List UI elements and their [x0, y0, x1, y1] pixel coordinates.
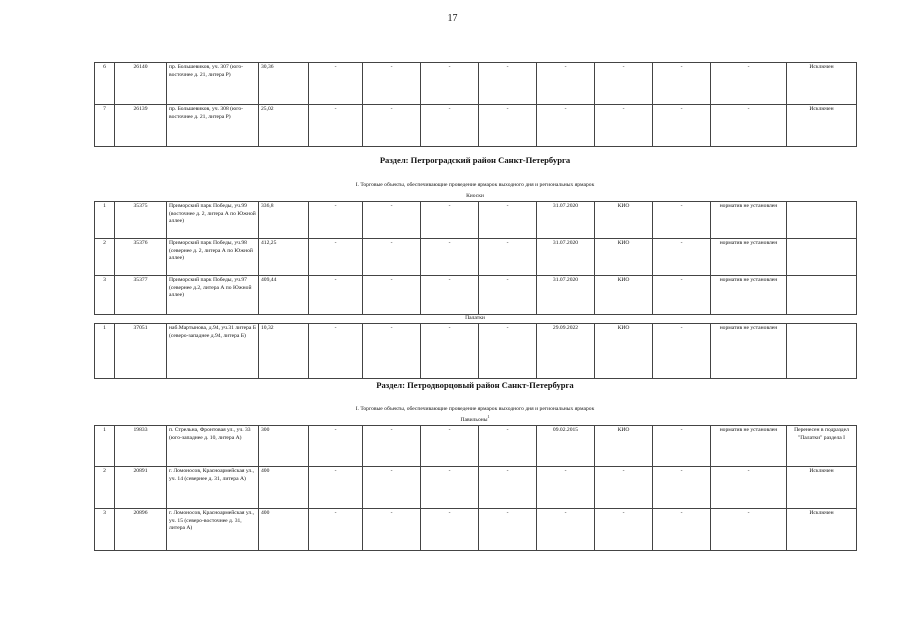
cell-col11: - [653, 105, 711, 147]
cell-note [787, 324, 857, 379]
cell-col11: - [653, 509, 711, 551]
cell-col6: - [363, 63, 421, 105]
category-kiosks: Киоски [466, 193, 484, 199]
cell-col8: - [479, 63, 537, 105]
cell-address: Приморский парк Победы, уч.98 (севернее д. 2, литера А по Южной аллее) [167, 239, 259, 276]
section-title-petrogradsky: Раздел: Петроградский район Санкт-Петербурга [379, 155, 571, 165]
table-row [95, 105, 857, 147]
cell-id: 20891 [115, 467, 167, 509]
cell-note [787, 239, 857, 276]
category-pavilions-label: Павильоны [460, 417, 488, 423]
cell-col6: - [363, 467, 421, 509]
cell-col11: - [653, 276, 711, 315]
cell-col11: - [653, 239, 711, 276]
cell-norm: норматив не установлен [711, 276, 787, 315]
cell-id: 35375 [115, 202, 167, 239]
table-row [95, 239, 857, 276]
cell-col6: - [363, 324, 421, 379]
cell-col6: - [363, 202, 421, 239]
cell-number: 7 [95, 105, 115, 147]
cell-number: 2 [95, 467, 115, 509]
cell-norm: норматив не установлен [711, 239, 787, 276]
cell-col5: - [309, 105, 363, 147]
cell-type: КИО [595, 426, 653, 467]
cell-note: Исключен [787, 509, 857, 551]
cell-date: 09.02.2015 [537, 426, 595, 467]
cell-date: 29.09.2022 [537, 324, 595, 379]
cell-col11: - [653, 324, 711, 379]
cell-number: 1 [95, 202, 115, 239]
cell-type: КИО [595, 239, 653, 276]
table-tents [94, 323, 857, 379]
table-row [95, 324, 857, 379]
cell-note: Исключен [787, 105, 857, 147]
cell-norm: - [711, 509, 787, 551]
cell-col5: - [309, 202, 363, 239]
cell-col7: - [421, 324, 479, 379]
cell-area: 409,44 [259, 276, 309, 315]
cell-col8: - [479, 324, 537, 379]
cell-col6: - [363, 105, 421, 147]
cell-type: - [595, 467, 653, 509]
cell-note: Перенесен в подраздел "Палатки" раздела I [787, 426, 857, 467]
cell-type: - [595, 63, 653, 105]
cell-col8: - [479, 467, 537, 509]
cell-col11: - [653, 202, 711, 239]
cell-area: 300 [259, 426, 309, 467]
cell-number: 3 [95, 509, 115, 551]
cell-col6: - [363, 276, 421, 315]
cell-date: 31.07.2020 [537, 202, 595, 239]
table-row [95, 63, 857, 105]
cell-id: 26139 [115, 105, 167, 147]
cell-address: г. Ломоносов, Красноармейская ул., уч. 15 (северо-восточнее д. 31, литера А) [167, 509, 259, 551]
footnote-marker: 1 [487, 414, 490, 420]
cell-id: 20896 [115, 509, 167, 551]
cell-col5: - [309, 467, 363, 509]
table-row [95, 426, 857, 467]
cell-note: Исключен [787, 467, 857, 509]
cell-norm: норматив не установлен [711, 324, 787, 379]
section-subtitle-petrogradsky: I. Торговые объекты, обеспечивающие проведение ярмарок выходного дня и региональных ярмарок [355, 182, 595, 188]
cell-number: 2 [95, 239, 115, 276]
cell-col7: - [421, 509, 479, 551]
cell-note: Исключен [787, 63, 857, 105]
cell-number: 6 [95, 63, 115, 105]
cell-col11: - [653, 467, 711, 509]
cell-id: 37051 [115, 324, 167, 379]
cell-address: пр. Большевиков, уч. 308 (юго-восточнее д. 21, литера Р) [167, 105, 259, 147]
cell-area: 400 [259, 467, 309, 509]
cell-area: 412,25 [259, 239, 309, 276]
cell-col8: - [479, 426, 537, 467]
cell-col8: - [479, 509, 537, 551]
cell-norm: - [711, 467, 787, 509]
cell-col6: - [363, 239, 421, 276]
cell-note [787, 202, 857, 239]
cell-col8: - [479, 276, 537, 315]
cell-date: - [537, 509, 595, 551]
cell-col7: - [421, 105, 479, 147]
cell-norm: норматив не установлен [711, 202, 787, 239]
cell-col7: - [421, 426, 479, 467]
section-subtitle-petrodvortsovy: I. Торговые объекты, обеспечивающие проведение ярмарок выходного дня и региональных ярмарок [355, 406, 595, 412]
cell-type: КИО [595, 202, 653, 239]
cell-col5: - [309, 63, 363, 105]
table-continuation [94, 62, 857, 147]
cell-type: КИО [595, 276, 653, 315]
section-title-petrodvortsovy: Раздел: Петродворцовый район Санкт-Петербурга [376, 380, 574, 390]
cell-date: 31.07.2020 [537, 239, 595, 276]
table-pavilions [94, 425, 857, 551]
table-row [95, 467, 857, 509]
cell-area: 336,8 [259, 202, 309, 239]
cell-date: - [537, 105, 595, 147]
cell-number: 1 [95, 324, 115, 379]
category-pavilions [94, 414, 856, 423]
cell-address: п. Стрельна, Фронтовая ул., уч. 33 (юго-западнее д. 10, литера А) [167, 426, 259, 467]
cell-col7: - [421, 239, 479, 276]
cell-date: 31.07.2020 [537, 276, 595, 315]
cell-number: 3 [95, 276, 115, 315]
cell-id: 19833 [115, 426, 167, 467]
cell-col11: - [653, 63, 711, 105]
cell-col7: - [421, 276, 479, 315]
cell-number: 1 [95, 426, 115, 467]
cell-col8: - [479, 105, 537, 147]
table-kiosks [94, 201, 857, 315]
cell-norm: - [711, 63, 787, 105]
cell-address: Приморский парк Победы, уч.99 (восточнее д. 2, литера А по Южной аллее) [167, 202, 259, 239]
cell-col6: - [363, 509, 421, 551]
cell-col7: - [421, 63, 479, 105]
table-row [95, 509, 857, 551]
cell-col5: - [309, 239, 363, 276]
cell-address: наб.Мартынова, д.94, уч.31 литера Б (северо-западнее д.94, литера Б) [167, 324, 259, 379]
cell-col5: - [309, 426, 363, 467]
cell-address: г. Ломоносов, Красноармейская ул., уч. 14 (севернее д. 31, литера А) [167, 467, 259, 509]
cell-area: 400 [259, 509, 309, 551]
cell-id: 26140 [115, 63, 167, 105]
cell-col8: - [479, 202, 537, 239]
cell-note [787, 276, 857, 315]
cell-col7: - [421, 467, 479, 509]
table-row [95, 276, 857, 315]
cell-area: 25,02 [259, 105, 309, 147]
cell-col6: - [363, 426, 421, 467]
cell-address: пр. Большевиков, уч. 307 (юго-восточнее д. 21, литера Р) [167, 63, 259, 105]
cell-norm: норматив не установлен [711, 426, 787, 467]
cell-col8: - [479, 239, 537, 276]
cell-area: 10,32 [259, 324, 309, 379]
cell-col11: - [653, 426, 711, 467]
cell-type: - [595, 509, 653, 551]
category-tents: Палатки [465, 315, 485, 321]
cell-area: 30,36 [259, 63, 309, 105]
cell-col5: - [309, 276, 363, 315]
page-number: 17 [447, 13, 458, 24]
cell-type: - [595, 105, 653, 147]
cell-address: Приморский парк Победы, уч.97 (севернее д.2, литера А по Южной аллее) [167, 276, 259, 315]
cell-id: 35377 [115, 276, 167, 315]
cell-id: 35376 [115, 239, 167, 276]
cell-type: КИО [595, 324, 653, 379]
cell-norm: - [711, 105, 787, 147]
cell-col5: - [309, 509, 363, 551]
table-row [95, 202, 857, 239]
cell-col5: - [309, 324, 363, 379]
cell-col7: - [421, 202, 479, 239]
cell-date: - [537, 63, 595, 105]
cell-date: - [537, 467, 595, 509]
